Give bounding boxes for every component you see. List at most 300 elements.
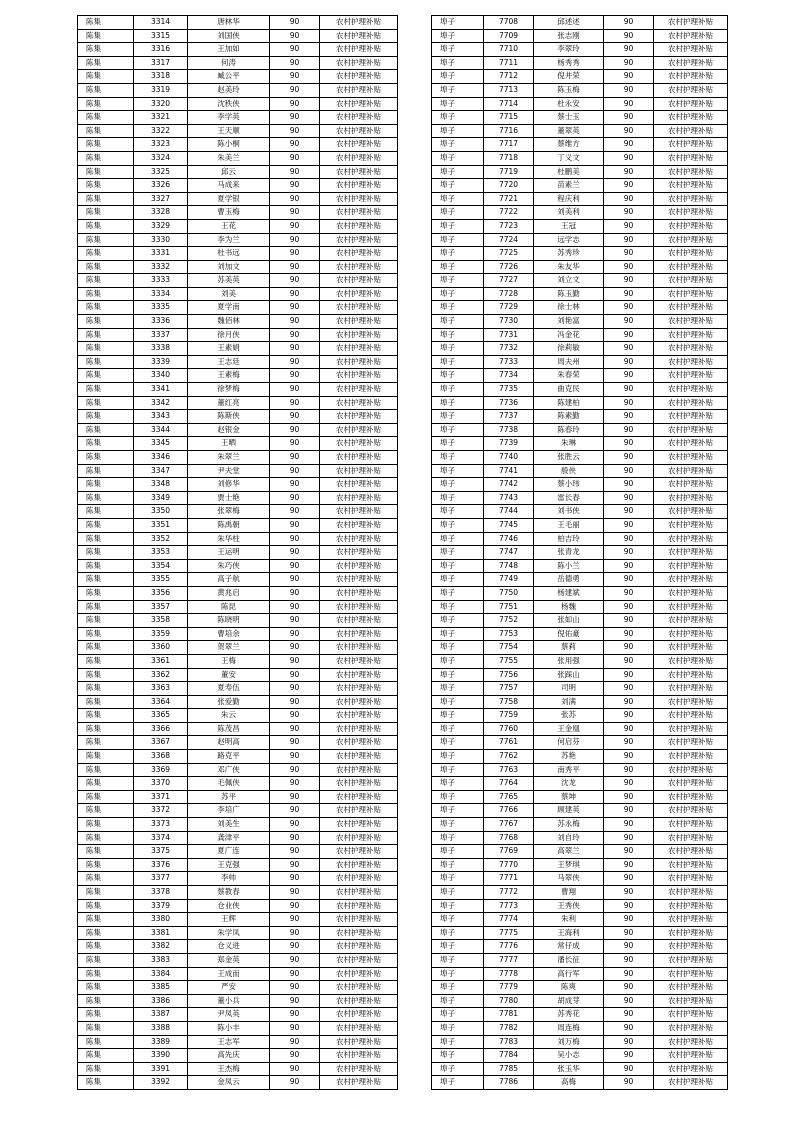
subsidy-type-cell: 农村护理补贴	[654, 97, 728, 111]
amount-cell: 90	[270, 899, 320, 913]
amount-cell: 90	[604, 872, 654, 886]
name-cell: 倪井荣	[534, 70, 604, 84]
town-cell: 埠子	[432, 709, 484, 723]
serial-number-cell: 7781	[484, 1008, 534, 1022]
name-cell: 常仔成	[534, 940, 604, 954]
serial-number-cell: 7726	[484, 260, 534, 274]
amount-cell: 90	[604, 451, 654, 465]
serial-number-cell: 3373	[134, 818, 188, 832]
table-row	[78, 437, 398, 451]
subsidy-type-cell: 农村护理补贴	[654, 301, 728, 315]
serial-number-cell: 3391	[134, 1062, 188, 1076]
subsidy-type-cell: 农村护理补贴	[320, 124, 398, 138]
name-cell: 胡成芽	[534, 994, 604, 1008]
subsidy-type-cell: 农村护理补贴	[320, 369, 398, 383]
amount-cell: 90	[604, 206, 654, 220]
serial-number-cell: 3314	[134, 16, 188, 30]
serial-number-cell: 7783	[484, 1035, 534, 1049]
table-row	[78, 1035, 398, 1049]
amount-cell: 90	[270, 858, 320, 872]
name-cell: 王天顺	[188, 124, 270, 138]
subsidy-type-cell: 农村护理补贴	[320, 722, 398, 736]
amount-cell: 90	[604, 287, 654, 301]
table-row	[432, 1035, 728, 1049]
subsidy-type-cell: 农村护理补贴	[320, 219, 398, 233]
table-row	[432, 668, 728, 682]
serial-number-cell: 7760	[484, 722, 534, 736]
name-cell: 朱翠兰	[188, 451, 270, 465]
table-row	[78, 736, 398, 750]
table-row	[78, 627, 398, 641]
subsidy-type-cell: 农村护理补贴	[320, 478, 398, 492]
town-cell: 埠子	[432, 1021, 484, 1035]
serial-number-cell: 3332	[134, 260, 188, 274]
subsidy-type-cell: 农村护理补贴	[320, 342, 398, 356]
amount-cell: 90	[270, 845, 320, 859]
subsidy-type-cell: 农村护理补贴	[320, 29, 398, 43]
subsidy-type-cell: 农村护理补贴	[320, 70, 398, 84]
serial-number-cell: 7766	[484, 804, 534, 818]
name-cell: 邓广侠	[188, 763, 270, 777]
town-cell: 埠子	[432, 940, 484, 954]
name-cell: 夏学银	[188, 192, 270, 206]
serial-number-cell: 3331	[134, 247, 188, 261]
table-row	[432, 491, 728, 505]
name-cell: 陈禹朝	[188, 518, 270, 532]
serial-number-cell: 3365	[134, 709, 188, 723]
amount-cell: 90	[270, 722, 320, 736]
table-row	[78, 668, 398, 682]
name-cell: 陈斯侠	[188, 410, 270, 424]
name-cell: 杜鹏美	[534, 165, 604, 179]
table-row	[432, 151, 728, 165]
name-cell: 李培广	[188, 804, 270, 818]
town-cell: 陈集	[78, 206, 134, 220]
table-row	[432, 940, 728, 954]
name-cell: 夏寿伍	[188, 682, 270, 696]
subsidy-type-cell: 农村护理补贴	[654, 206, 728, 220]
serial-number-cell: 3356	[134, 586, 188, 600]
town-cell: 陈集	[78, 396, 134, 410]
table-row	[432, 369, 728, 383]
amount-cell: 90	[270, 83, 320, 97]
amount-cell: 90	[270, 1062, 320, 1076]
subsidy-type-cell: 农村护理补贴	[320, 763, 398, 777]
town-cell: 埠子	[432, 518, 484, 532]
serial-number-cell: 3360	[134, 641, 188, 655]
town-cell: 埠子	[432, 559, 484, 573]
subsidy-type-cell: 农村护理补贴	[654, 423, 728, 437]
name-cell: 朱琳	[534, 437, 604, 451]
subsidy-type-cell: 农村护理补贴	[320, 505, 398, 519]
name-cell: 陈茂昌	[188, 722, 270, 736]
amount-cell: 90	[270, 777, 320, 791]
amount-cell: 90	[604, 70, 654, 84]
amount-cell: 90	[270, 111, 320, 125]
table-body	[78, 16, 398, 1090]
serial-number-cell: 7711	[484, 56, 534, 70]
name-cell: 王成而	[188, 967, 270, 981]
town-cell: 埠子	[432, 1049, 484, 1063]
name-cell: 陈素勤	[534, 410, 604, 424]
town-cell: 陈集	[78, 43, 134, 57]
name-cell: 陈昆	[188, 600, 270, 614]
town-cell: 陈集	[78, 600, 134, 614]
table-row	[432, 1049, 728, 1063]
table-row	[78, 926, 398, 940]
amount-cell: 90	[604, 981, 654, 995]
amount-cell: 90	[270, 56, 320, 70]
table-row	[78, 97, 398, 111]
name-cell: 朱利	[534, 913, 604, 927]
town-cell: 陈集	[78, 274, 134, 288]
town-cell: 陈集	[78, 654, 134, 668]
town-cell: 埠子	[432, 641, 484, 655]
amount-cell: 90	[604, 586, 654, 600]
serial-number-cell: 3348	[134, 478, 188, 492]
subsidy-type-cell: 农村护理补贴	[320, 736, 398, 750]
serial-number-cell: 7743	[484, 491, 534, 505]
amount-cell: 90	[604, 518, 654, 532]
town-cell: 埠子	[432, 274, 484, 288]
subsidy-type-cell: 农村护理补贴	[654, 899, 728, 913]
table-row	[78, 818, 398, 832]
town-cell: 陈集	[78, 804, 134, 818]
serial-number-cell: 7782	[484, 1021, 534, 1035]
serial-number-cell: 7742	[484, 478, 534, 492]
subsidy-type-cell: 农村护理补贴	[320, 940, 398, 954]
serial-number-cell: 7779	[484, 981, 534, 995]
subsidy-type-cell: 农村护理补贴	[654, 886, 728, 900]
table-row	[78, 43, 398, 57]
amount-cell: 90	[270, 940, 320, 954]
subsidy-type-cell: 农村护理补贴	[654, 247, 728, 261]
table-row	[432, 410, 728, 424]
town-cell: 埠子	[432, 83, 484, 97]
subsidy-type-cell: 农村护理补贴	[320, 586, 398, 600]
town-cell: 埠子	[432, 355, 484, 369]
subsidy-type-cell: 农村护理补贴	[654, 16, 728, 30]
serial-number-cell: 3335	[134, 301, 188, 315]
subsidy-type-cell: 农村护理补贴	[654, 641, 728, 655]
table-row	[78, 16, 398, 30]
name-cell: 高先庆	[188, 1049, 270, 1063]
table-row	[78, 383, 398, 397]
serial-number-cell: 3325	[134, 165, 188, 179]
subsidy-type-cell: 农村护理补贴	[320, 668, 398, 682]
subsidy-type-cell: 农村护理补贴	[320, 43, 398, 57]
name-cell: 刘万梅	[534, 1035, 604, 1049]
table-row	[432, 1021, 728, 1035]
subsidy-type-cell: 农村护理补贴	[320, 518, 398, 532]
subsidy-type-cell: 农村护理补贴	[320, 423, 398, 437]
serial-number-cell: 7774	[484, 913, 534, 927]
amount-cell: 90	[604, 913, 654, 927]
subsidy-type-cell: 农村护理补贴	[654, 573, 728, 587]
subsidy-type-cell: 农村护理补贴	[654, 328, 728, 342]
town-cell: 埠子	[432, 845, 484, 859]
serial-number-cell: 7712	[484, 70, 534, 84]
town-cell: 陈集	[78, 981, 134, 995]
subsidy-type-cell: 农村护理补贴	[654, 1049, 728, 1063]
amount-cell: 90	[604, 315, 654, 329]
amount-cell: 90	[270, 192, 320, 206]
town-cell: 陈集	[78, 301, 134, 315]
town-cell: 埠子	[432, 206, 484, 220]
table-row	[432, 790, 728, 804]
town-cell: 陈集	[78, 478, 134, 492]
name-cell: 高翠兰	[534, 845, 604, 859]
table-row	[432, 192, 728, 206]
subsidy-type-cell: 农村护理补贴	[320, 546, 398, 560]
town-cell: 埠子	[432, 111, 484, 125]
serial-number-cell: 7775	[484, 926, 534, 940]
town-cell: 埠子	[432, 858, 484, 872]
serial-number-cell: 7776	[484, 940, 534, 954]
town-cell: 埠子	[432, 573, 484, 587]
amount-cell: 90	[270, 654, 320, 668]
town-cell: 陈集	[78, 16, 134, 30]
serial-number-cell: 3336	[134, 315, 188, 329]
serial-number-cell: 3327	[134, 192, 188, 206]
subsidy-type-cell: 农村护理补贴	[654, 355, 728, 369]
serial-number-cell: 7752	[484, 614, 534, 628]
town-cell: 陈集	[78, 913, 134, 927]
amount-cell: 90	[604, 722, 654, 736]
name-cell: 刘国侠	[188, 29, 270, 43]
amount-cell: 90	[604, 953, 654, 967]
amount-cell: 90	[270, 967, 320, 981]
table-row	[78, 83, 398, 97]
amount-cell: 90	[604, 97, 654, 111]
table-row	[78, 247, 398, 261]
table-row	[78, 396, 398, 410]
amount-cell: 90	[270, 260, 320, 274]
town-cell: 埠子	[432, 16, 484, 30]
amount-cell: 90	[270, 818, 320, 832]
table-row	[78, 586, 398, 600]
amount-cell: 90	[604, 845, 654, 859]
serial-number-cell: 3349	[134, 491, 188, 505]
subsidy-type-cell: 农村护理补贴	[654, 1076, 728, 1090]
town-cell: 埠子	[432, 328, 484, 342]
town-cell: 陈集	[78, 899, 134, 913]
subsidy-type-cell: 农村护理补贴	[320, 750, 398, 764]
serial-number-cell: 3326	[134, 179, 188, 193]
subsidy-type-cell: 农村护理补贴	[654, 872, 728, 886]
subsidy-type-cell: 农村护理补贴	[320, 56, 398, 70]
subsidy-type-cell: 农村护理补贴	[320, 206, 398, 220]
name-cell: 朱巧侠	[188, 559, 270, 573]
serial-number-cell: 3330	[134, 233, 188, 247]
town-cell: 陈集	[78, 464, 134, 478]
town-cell: 陈集	[78, 410, 134, 424]
amount-cell: 90	[604, 858, 654, 872]
town-cell: 埠子	[432, 981, 484, 995]
serial-number-cell: 3372	[134, 804, 188, 818]
subsidy-type-cell: 农村护理补贴	[320, 695, 398, 709]
subsidy-type-cell: 农村护理补贴	[320, 437, 398, 451]
serial-number-cell: 7767	[484, 818, 534, 832]
town-cell: 埠子	[432, 1008, 484, 1022]
table-row	[432, 56, 728, 70]
subsidy-type-cell: 农村护理补贴	[320, 967, 398, 981]
subsidy-type-cell: 农村护理补贴	[320, 274, 398, 288]
amount-cell: 90	[604, 56, 654, 70]
town-cell: 陈集	[78, 641, 134, 655]
table-row	[78, 845, 398, 859]
amount-cell: 90	[604, 301, 654, 315]
subsidy-type-cell: 农村护理补贴	[320, 233, 398, 247]
amount-cell: 90	[270, 1035, 320, 1049]
serial-number-cell: 7771	[484, 872, 534, 886]
name-cell: 王克强	[188, 858, 270, 872]
town-cell: 陈集	[78, 831, 134, 845]
amount-cell: 90	[604, 668, 654, 682]
subsidy-type-cell: 农村护理补贴	[654, 315, 728, 329]
amount-cell: 90	[604, 559, 654, 573]
table-row	[432, 899, 728, 913]
amount-cell: 90	[270, 451, 320, 465]
amount-cell: 90	[604, 437, 654, 451]
name-cell: 董红亮	[188, 396, 270, 410]
town-cell: 埠子	[432, 668, 484, 682]
amount-cell: 90	[270, 491, 320, 505]
amount-cell: 90	[270, 124, 320, 138]
table-row	[78, 518, 398, 532]
town-cell: 埠子	[432, 423, 484, 437]
subsidy-type-cell: 农村护理补贴	[654, 260, 728, 274]
amount-cell: 90	[270, 804, 320, 818]
serial-number-cell: 7784	[484, 1049, 534, 1063]
serial-number-cell: 3378	[134, 886, 188, 900]
town-cell: 陈集	[78, 518, 134, 532]
subsidy-type-cell: 农村护理补贴	[320, 858, 398, 872]
name-cell: 周夫州	[534, 355, 604, 369]
table-row	[432, 43, 728, 57]
subsidy-type-cell: 农村护理补贴	[654, 111, 728, 125]
amount-cell: 90	[604, 967, 654, 981]
table-row	[78, 219, 398, 233]
town-cell: 陈集	[78, 56, 134, 70]
amount-cell: 90	[604, 505, 654, 519]
town-cell: 陈集	[78, 1062, 134, 1076]
amount-cell: 90	[604, 328, 654, 342]
serial-number-cell: 7740	[484, 451, 534, 465]
name-cell: 陈小丰	[188, 1021, 270, 1035]
name-cell: 丁义文	[534, 151, 604, 165]
amount-cell: 90	[604, 192, 654, 206]
amount-cell: 90	[270, 790, 320, 804]
serial-number-cell: 3352	[134, 532, 188, 546]
subsidy-type-cell: 农村护理补贴	[654, 192, 728, 206]
table-row	[78, 491, 398, 505]
amount-cell: 90	[270, 287, 320, 301]
subsidy-type-cell: 农村护理补贴	[654, 464, 728, 478]
amount-cell: 90	[270, 695, 320, 709]
amount-cell: 90	[270, 165, 320, 179]
subsidy-type-cell: 农村护理补贴	[654, 233, 728, 247]
table-row	[432, 124, 728, 138]
subsidy-type-cell: 农村护理补贴	[654, 981, 728, 995]
serial-number-cell: 3361	[134, 654, 188, 668]
subsidy-type-cell: 农村护理补贴	[654, 967, 728, 981]
serial-number-cell: 7745	[484, 518, 534, 532]
name-cell: 曲克民	[534, 383, 604, 397]
name-cell: 王秀侠	[534, 899, 604, 913]
town-cell: 陈集	[78, 940, 134, 954]
subsidy-type-cell: 农村护理补贴	[654, 274, 728, 288]
serial-number-cell: 7757	[484, 682, 534, 696]
name-cell: 苏秀珍	[534, 247, 604, 261]
serial-number-cell: 7731	[484, 328, 534, 342]
name-cell: 刘美生	[188, 818, 270, 832]
table-row	[78, 410, 398, 424]
subsidy-type-cell: 农村护理补贴	[654, 722, 728, 736]
serial-number-cell: 7751	[484, 600, 534, 614]
table-row	[78, 56, 398, 70]
serial-number-cell: 3344	[134, 423, 188, 437]
table-row	[78, 192, 398, 206]
town-cell: 埠子	[432, 736, 484, 750]
table-row	[432, 328, 728, 342]
town-cell: 陈集	[78, 858, 134, 872]
amount-cell: 90	[604, 614, 654, 628]
name-cell: 王杰梅	[188, 1062, 270, 1076]
name-cell: 柏吉玲	[534, 532, 604, 546]
serial-number-cell: 7735	[484, 383, 534, 397]
amount-cell: 90	[604, 818, 654, 832]
town-cell: 陈集	[78, 872, 134, 886]
amount-cell: 90	[604, 641, 654, 655]
town-cell: 陈集	[78, 777, 134, 791]
amount-cell: 90	[270, 464, 320, 478]
town-cell: 陈集	[78, 682, 134, 696]
name-cell: 王花	[188, 219, 270, 233]
serial-number-cell: 3357	[134, 600, 188, 614]
serial-number-cell: 7710	[484, 43, 534, 57]
name-cell: 夏广连	[188, 845, 270, 859]
table-row	[78, 423, 398, 437]
amount-cell: 90	[604, 1008, 654, 1022]
serial-number-cell: 3341	[134, 383, 188, 397]
serial-number-cell: 7709	[484, 29, 534, 43]
serial-number-cell: 7708	[484, 16, 534, 30]
serial-number-cell: 7728	[484, 287, 534, 301]
town-cell: 陈集	[78, 383, 134, 397]
serial-number-cell: 7736	[484, 396, 534, 410]
amount-cell: 90	[270, 559, 320, 573]
subsidy-type-cell: 农村护理补贴	[320, 777, 398, 791]
table-row	[78, 1062, 398, 1076]
name-cell: 尹凤英	[188, 1008, 270, 1022]
name-cell: 高行军	[534, 967, 604, 981]
serial-number-cell: 3319	[134, 83, 188, 97]
town-cell: 陈集	[78, 627, 134, 641]
amount-cell: 90	[270, 179, 320, 193]
amount-cell: 90	[604, 478, 654, 492]
town-cell: 埠子	[432, 967, 484, 981]
serial-number-cell: 3362	[134, 668, 188, 682]
subsidy-type-cell: 农村护理补贴	[654, 845, 728, 859]
subsidy-type-cell: 农村护理补贴	[320, 573, 398, 587]
name-cell: 朱美兰	[188, 151, 270, 165]
name-cell: 马成来	[188, 179, 270, 193]
town-cell: 陈集	[78, 83, 134, 97]
amount-cell: 90	[604, 1035, 654, 1049]
serial-number-cell: 3316	[134, 43, 188, 57]
subsidy-type-cell: 农村护理补贴	[654, 437, 728, 451]
